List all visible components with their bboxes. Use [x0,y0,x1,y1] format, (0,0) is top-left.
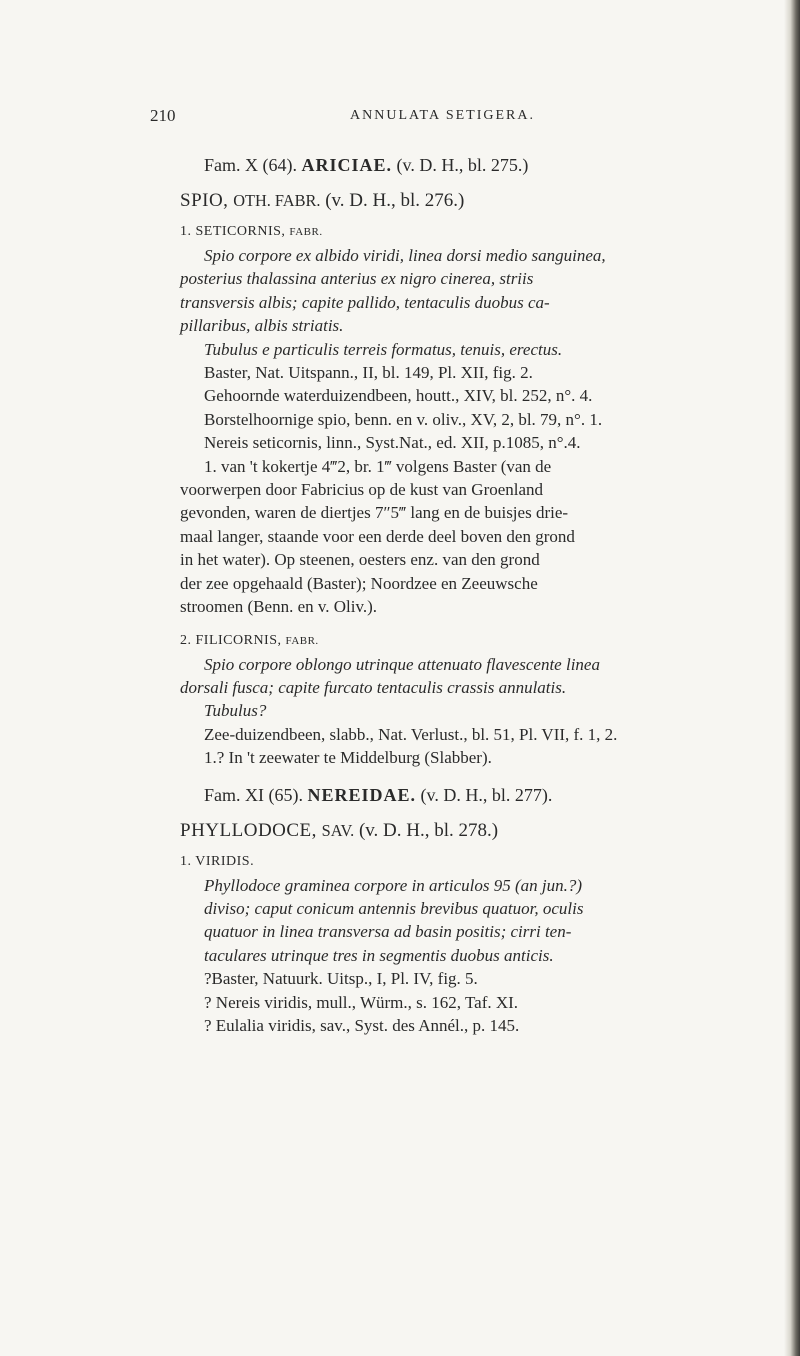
species-entry-filicornis [180,629,720,770]
family-name: NEREIDAE. [307,784,417,805]
note-line: gevonden, waren de diertjes 7″5‴ lang en de buisjes drie- [180,503,569,523]
species-name: VIRIDIS. [195,853,255,869]
species-heading [180,850,720,874]
family-heading-ariciae [204,150,720,180]
family-name: ARICIAE. [301,155,393,175]
species-name: FILICORNIS, [195,632,282,648]
note-line: der zee opgehaald (Baster); Noordzee en Zeeuwsche [180,573,538,593]
family-prefix: Fam. XI (65). [204,784,303,805]
note-line: voorwerpen door Fabricius op de kust van Groenland [180,480,544,500]
genus-ref: (v. D. H., bl. 278.) [358,819,499,841]
species-number: 2. [180,632,192,648]
species-number: 1. [180,853,192,869]
genus-name: SPIO, [180,190,229,211]
species-entry-seticornis [180,220,720,619]
reference-line: Nereis seticornis, linn., Syst.Nat., ed. XII, p.1085, n°.4. [204,433,581,453]
diagnosis-line: Spio corpore oblongo utrinque attenuato flavescente linea [204,654,600,674]
page-content [180,150,720,1047]
tube-description: Tubulus? [204,701,267,721]
species-number: 1. [180,224,192,239]
reference-line: Gehoornde waterduizendbeen, houtt., XIV, bl. 252, n°. 4. [204,386,593,406]
reference-line: Baster, Nat. Uitspann., II, bl. 149, Pl. XII, fig. 2. [204,363,533,383]
diagnosis-line: quatuor in linea transversa ad basin positis; cirri ten- [204,922,572,942]
note-line: 1. van 't kokertje 4‴2, br. 1‴ volgens Baster (van de [204,456,552,476]
page-number: 210 [150,106,176,125]
reference-line: Zee-duizendbeen, slabb., Nat. Verlust., bl. 51, Pl. VII, f. 1, 2. [204,724,618,744]
diagnosis-line: Phyllodoce graminea corpore in articulos 95 (an jun.?) [204,875,583,895]
family-ref: (v. D. H., bl. 275.) [396,155,529,175]
diagnosis-line: Spio corpore ex albido viridi, linea dorsi medio sanguinea, [204,246,606,265]
species-heading [180,220,720,244]
note-line: stroomen (Benn. en v. Oliv.). [180,597,378,617]
page-edge-shadow [784,0,800,1356]
genus-heading-phyllodoce [180,816,720,846]
diagnosis-line: posterius thalassina anterius ex nigro cinerea, striis [180,269,534,289]
species-name: SETICORNIS, [195,224,286,239]
genus-authority: OTH. FABR. [233,191,321,210]
note-line: 1.? In 't zeewater te Middelburg (Slabber). [204,748,492,768]
family-prefix: Fam. X (64). [204,155,297,175]
reference-line: Borstelhoornige spio, benn. en v. oliv., XV, 2, bl. 79, n°. 1. [204,409,603,429]
species-authority: FABR. [285,634,319,647]
species-entry-viridis [180,850,720,1038]
diagnosis-line: taculares utrinque tres in segmentis duobus anticis. [204,945,554,965]
genus-heading-spio [180,186,720,216]
diagnosis-line: pillaribus, albis striatis. [180,316,344,336]
note-line: in het water). Op steenen, oesters enz. van den grond [180,550,540,570]
note-line: maal langer, staande voor een derde deel boven den grond [180,526,575,546]
genus-name: PHYLLODOCE, [180,819,317,841]
reference-line: ? Nereis viridis, mull., Würm., s. 162, Taf. XI. [204,992,519,1012]
genus-authority: SAV. [321,820,355,840]
species-heading [180,629,720,653]
reference-line: ? Eulalia viridis, sav., Syst. des Annél., p. 145. [204,1015,520,1035]
species-authority: FABR. [289,226,323,238]
diagnosis-line: transversis albis; capite pallido, tentaculis duobus ca- [180,292,550,312]
diagnosis-line: diviso; caput conicum antennis brevibus quatuor, oculis [204,898,584,918]
running-head [150,106,750,136]
family-ref: (v. D. H., bl. 277). [420,784,553,805]
running-title: ANNULATA SETIGERA. [350,108,535,123]
family-heading-nereidae [204,780,720,810]
genus-ref: (v. D. H., bl. 276.) [325,190,465,211]
reference-line: ?Baster, Natuurk. Uitsp., I, Pl. IV, fig. 5. [204,969,478,989]
tube-description: Tubulus e particulis terreis formatus, tenuis, erectus. [204,339,563,359]
diagnosis-line: dorsali fusca; capite furcato tentaculis crassis annulatis. [180,677,567,697]
